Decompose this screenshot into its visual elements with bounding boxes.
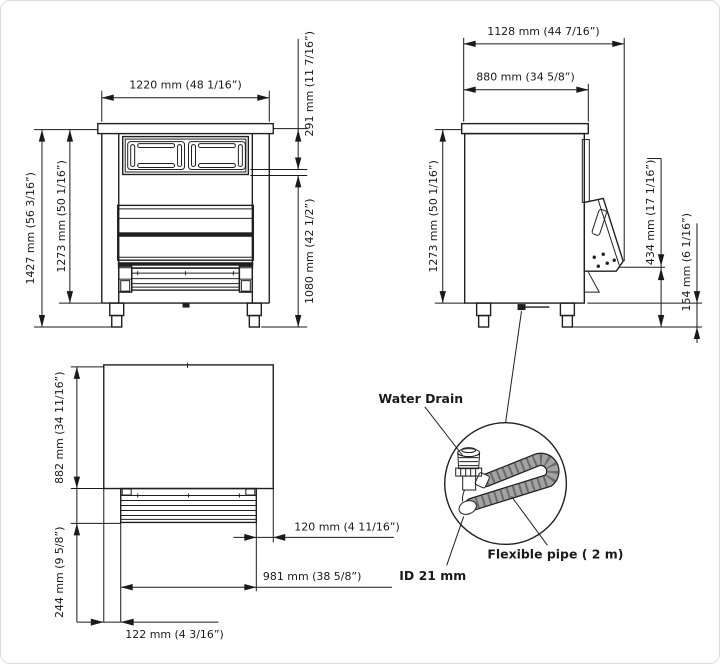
water-drain-label: Water Drain <box>378 390 464 406</box>
dim-label-front-total-height: 1427 mm (56 3/16”) <box>23 172 37 285</box>
front-bin-section <box>118 205 254 260</box>
side-countertop <box>462 124 589 134</box>
dim-label-front-top-section: 291 mm (11 7/16”) <box>303 31 317 137</box>
front-countertop <box>98 124 273 134</box>
side-view <box>427 25 702 343</box>
side-drain-fitting <box>518 304 550 310</box>
front-drain-stub <box>183 303 190 307</box>
side-chute-mount <box>582 140 589 203</box>
front-vent-grille <box>123 137 249 175</box>
side-body <box>465 134 585 303</box>
dim-top-tray-projection <box>53 489 121 623</box>
inner-diameter-label: ID 21 mm <box>399 568 467 584</box>
front-louver-left <box>128 142 185 170</box>
dim-label-front-width: 1220 mm (48 1/16”) <box>129 78 242 92</box>
top-body <box>104 365 273 489</box>
top-view <box>53 363 400 641</box>
dim-label-side-body-depth: 880 mm (34 5/8”) <box>476 70 575 84</box>
dim-label-front-body-height: 1273 mm (50 1/16”) <box>54 160 68 273</box>
water-drain-leader <box>425 407 463 456</box>
dim-label-side-total-depth: 1128 mm (44 7/16”) <box>487 24 600 38</box>
front-machine-outline <box>98 124 273 327</box>
dim-label-side-leg-height: 154 mm (6 1/16”) <box>680 212 694 312</box>
dim-side-body-height <box>427 130 465 303</box>
dim-top-left-offset <box>77 619 224 641</box>
side-ice-chute <box>584 198 623 292</box>
dimension-diagram <box>1 1 719 663</box>
dim-label-top-left-offset: 122 mm (4 3/16”) <box>125 628 224 642</box>
top-tray <box>121 489 257 523</box>
dim-label-side-body-height: 1273 mm (50 1/16”) <box>426 160 440 273</box>
front-louver-right <box>189 142 246 170</box>
dim-label-top-tray-projection: 244 mm (9 5/8”) <box>52 526 66 619</box>
dim-label-top-right-offset: 120 mm (4 11/16”) <box>294 520 400 534</box>
detail-leader-from-machine <box>506 311 522 423</box>
front-dispense-tray <box>118 262 254 292</box>
front-view <box>24 31 316 327</box>
flexible-pipe-label: Flexible pipe ( 2 m) <box>487 546 624 562</box>
dim-label-top-tray-width: 981 mm (38 5/8”) <box>262 570 362 584</box>
dim-side-outlet-height <box>644 159 664 327</box>
dim-label-front-dispense-height: 1080 mm (42 1/2”) <box>303 198 317 304</box>
top-machine-outline <box>104 363 273 523</box>
dim-top-body-depth <box>53 367 104 489</box>
dim-top-right-offset <box>233 520 399 540</box>
dim-side-body-depth <box>464 71 589 122</box>
dim-front-top-section <box>250 31 316 175</box>
side-machine-outline <box>462 124 665 327</box>
dim-label-side-outlet-height: 434 mm (17 1/16”) <box>644 159 658 266</box>
inner-diameter-leader <box>447 516 464 565</box>
dim-label-top-body-depth: 882 mm (34 11/16”) <box>52 371 66 484</box>
drain-detail <box>379 311 624 583</box>
dim-front-width <box>102 79 269 122</box>
dim-front-body-height <box>55 130 102 303</box>
